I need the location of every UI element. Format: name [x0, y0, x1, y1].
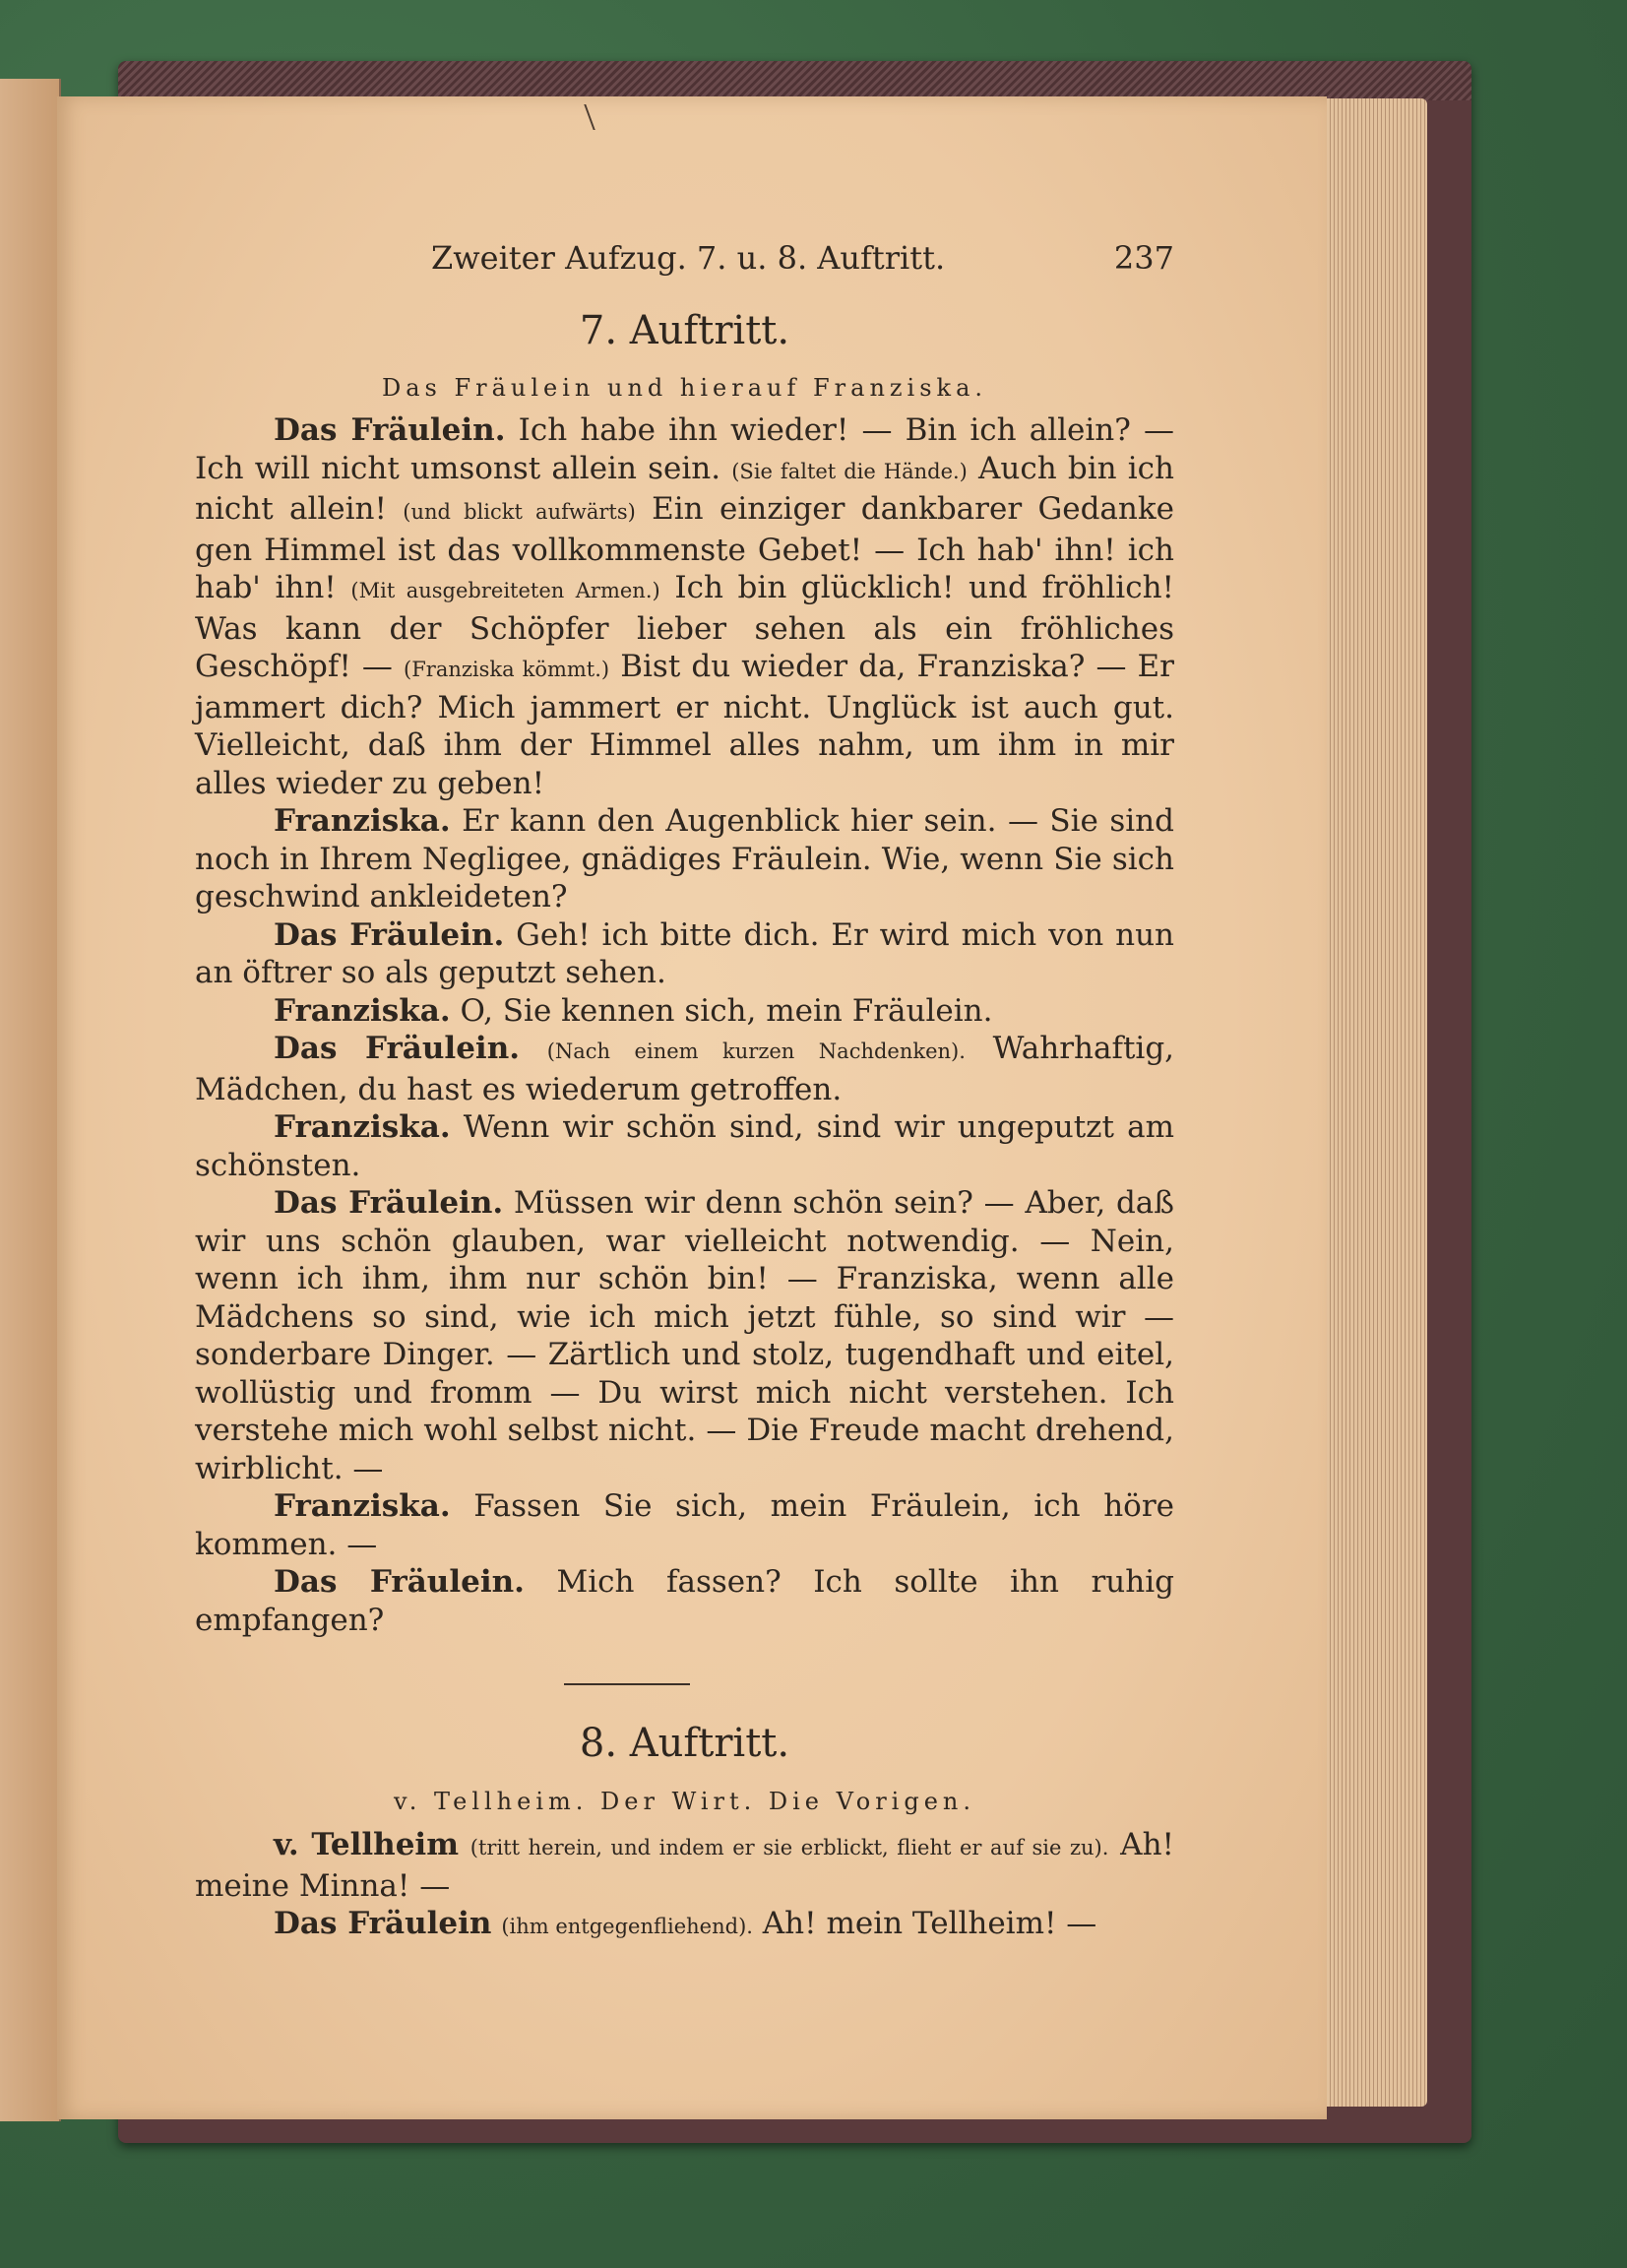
- stage-direction: (Sie faltet die Hände.): [731, 459, 968, 483]
- speech: [195, 992, 1174, 1031]
- running-head: Zweiter Aufzug. 7. u. 8. Auftritt.: [431, 239, 946, 277]
- speech: [195, 1184, 1174, 1487]
- stage-direction: (Mit ausgebreiteten Armen.): [350, 579, 660, 602]
- speech-text: Ah! meine Minna! —: [195, 1827, 1174, 1904]
- speaker-name: v. Tellheim: [274, 1827, 460, 1862]
- speech-text: Ah! mein Tellheim! —: [752, 1906, 1097, 1941]
- speech-text: Fassen Sie sich, mein Fräulein, ich höre kommen. —: [195, 1488, 1174, 1562]
- speech-text: Mich fassen? Ich sollte ihn ruhig empfangen?: [195, 1564, 1174, 1638]
- speaker-name: Franziska.: [274, 1109, 451, 1145]
- stage-direction: (tritt herein, und indem er sie erblickt, flieht er auf sie zu).: [469, 1836, 1109, 1859]
- page-mark: [584, 104, 614, 130]
- page-number: 237: [1113, 239, 1174, 277]
- scene-8-heading: 8. Auftritt.: [579, 1721, 790, 1766]
- speech: [195, 1487, 1174, 1563]
- speaker-name: Das Fräulein.: [274, 1185, 504, 1221]
- speech-text: Wenn wir schön sind, sind wir ungeputzt am schönsten.: [195, 1109, 1174, 1183]
- speech: [195, 1108, 1174, 1184]
- cover-cloth-texture: [118, 61, 1471, 100]
- page-header: [195, 239, 1174, 284]
- scene-7-dialogue: [195, 411, 1174, 1639]
- scene-7-cast: Das Fräulein und hierauf Franziska.: [381, 374, 988, 402]
- speaker-name: Das Fräulein.: [274, 1564, 525, 1600]
- speech: [195, 802, 1174, 916]
- speaker-name: Das Fräulein.: [274, 1031, 521, 1066]
- book-page: [57, 96, 1327, 2119]
- speech: [195, 1905, 1174, 1946]
- scene-divider: [564, 1683, 690, 1685]
- speaker-name: Das Fräulein.: [274, 412, 506, 448]
- scene-8-dialogue: [195, 1826, 1174, 1946]
- scene-7-heading: 7. Auftritt.: [579, 308, 790, 353]
- speech-text: Wahrhaftig, Mädchen, du hast es wiederum getroffen.: [195, 1031, 1175, 1107]
- speech: [195, 411, 1174, 802]
- speaker-name: Franziska.: [274, 803, 451, 839]
- stage-direction: (ihm entgegenfliehend).: [501, 1915, 753, 1938]
- scene-8-cast: v. Tellheim. Der Wirt. Die Vorigen.: [394, 1788, 975, 1815]
- stage-direction: (Nach einem kurzen Nachdenken).: [546, 1040, 966, 1063]
- speech: [195, 1826, 1174, 1905]
- speech-text: Müssen wir denn schön sein? — Aber, daß wir uns schön glauben, war vielleicht notwendig. — Nein, wenn ich ihm, ihm nur schön bin! — Franziska, wenn alle Mädchens so sind, wie ich mich jetzt fühle, so sind wir — sonderbare Dinger. — Zärtlich und stolz, tugendhaft und eitel, wollüstig und fromm — Du wirst mich nicht verstehen. Ich verstehe mich wohl selbst nicht. — Die Freude macht drehend, wirblicht. —: [195, 1185, 1174, 1486]
- page-block-edges: [1319, 98, 1427, 2107]
- stage-direction: (und blickt aufwärts): [403, 500, 636, 524]
- stage-direction: (Franziska kömmt.): [404, 658, 610, 681]
- speech-text: Auch bin ich nicht allein!: [195, 450, 1174, 527]
- speech-text: Ich habe ihn wieder! — Bin ich allein? — Ich will nicht umsonst allein sein.: [195, 412, 1174, 486]
- speech: [195, 1563, 1174, 1639]
- previous-page-edge: [0, 79, 61, 2121]
- speaker-name: Franziska.: [274, 992, 451, 1029]
- speech: [195, 1030, 1174, 1108]
- speech-text: Geh! ich bitte dich. Er wird mich von nun an öftrer so als geputzt sehen.: [195, 916, 1175, 990]
- speech-text: Bist du wieder da, Franziska? — Er jammert dich? Mich jammert er nicht. Unglück ist auch gut. Vielleicht, daß ihm der Himmel alles nahm, um ihm in mir alles wieder zu geben!: [195, 649, 1175, 801]
- speech: [195, 916, 1174, 992]
- speech-text: Er kann den Augenblick hier sein. — Sie sind noch in Ihrem Negligee, gnädiges Fräulein. Wie, wenn Sie sich geschwind ankleideten?: [195, 803, 1174, 914]
- speech-text: O, Sie kennen sich, mein Fräulein.: [460, 992, 993, 1029]
- speaker-name: Das Fräulein.: [274, 916, 505, 953]
- speech-text: Ein einziger dankbarer Gedanke gen Himmel ist das vollkommenste Gebet! — Ich hab' ihn! ich hab' ihn!: [195, 491, 1174, 605]
- speaker-name: Franziska.: [274, 1488, 451, 1524]
- speaker-name: Das Fräulein: [274, 1906, 492, 1941]
- speech-text: Ich bin glücklich! und fröhlich! Was kann der Schöpfer lieber sehen als ein fröhliches Geschöpf! —: [195, 570, 1174, 684]
